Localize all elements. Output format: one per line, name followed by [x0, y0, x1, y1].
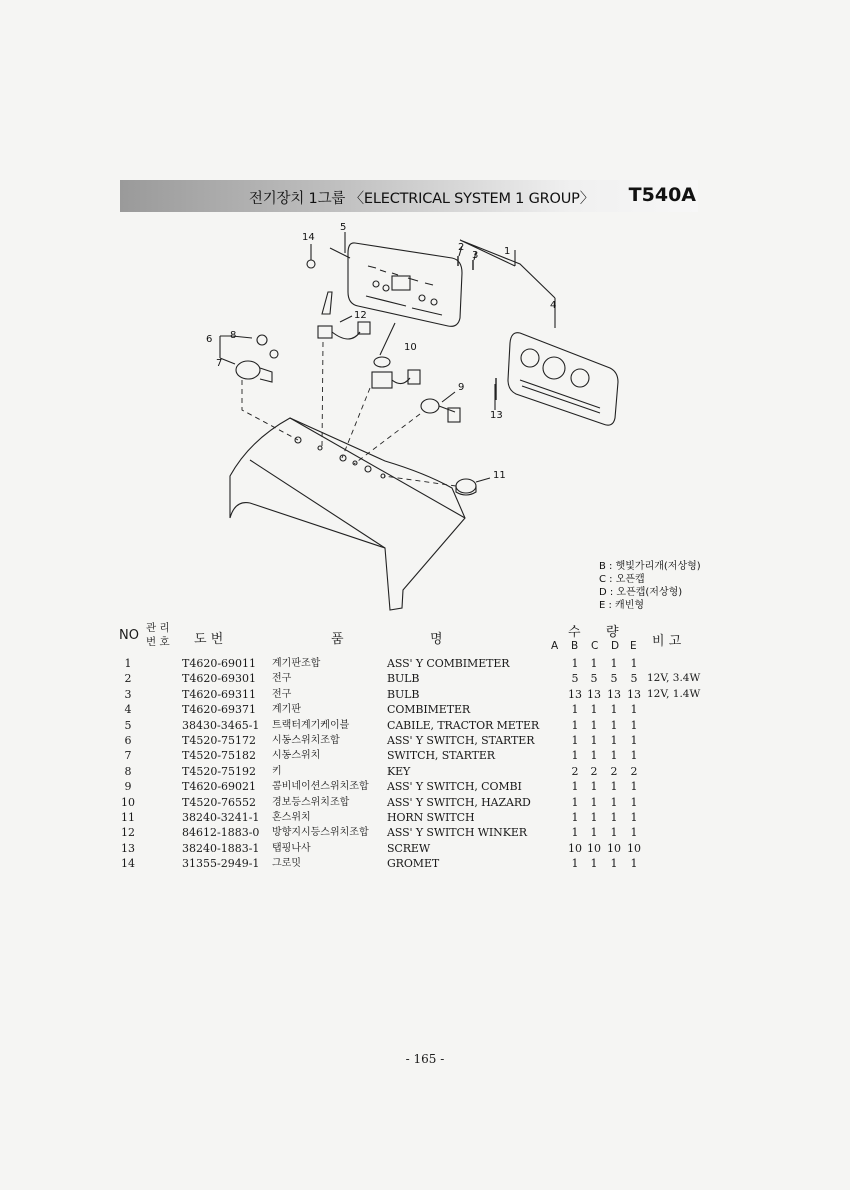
part-no-index: 13 — [121, 841, 135, 855]
part-name-korean: 방향지시등스위치조합 — [272, 827, 369, 839]
table-row — [0, 733, 850, 748]
part-no-index: 14 — [121, 857, 135, 871]
part-no-index: 2 — [124, 672, 132, 686]
grommet — [307, 260, 315, 268]
header-no: NO — [119, 628, 139, 643]
part-name-english: ASS' Y SWITCH, HAZARD — [387, 795, 531, 809]
part-name-korean: 계기판조합 — [272, 658, 321, 669]
part-number: 38430-3465-1 — [182, 718, 260, 732]
qty-c: 1 — [590, 810, 598, 824]
qty-e: 1 — [630, 749, 638, 763]
part-number: 38240-3241-1 — [182, 810, 260, 824]
qty-e: 1 — [630, 810, 638, 824]
part-name-english: KEY — [387, 764, 411, 778]
qty-d: 1 — [610, 749, 618, 763]
header-part-no: 도 번 — [194, 632, 224, 647]
part-number: T4520-75172 — [182, 733, 257, 747]
section-title: 전기장치 1그룹 〈ELECTRICAL SYSTEM 1 GROUP〉 — [248, 191, 594, 207]
part-number: T4620-69301 — [182, 672, 257, 686]
part-name-english: HORN SWITCH — [387, 810, 475, 824]
header-name-b: 명 — [430, 632, 443, 647]
qty-e: 1 — [630, 826, 638, 840]
qty-b: 1 — [571, 718, 579, 732]
combi-switch — [421, 399, 460, 422]
part-number: 38240-1883-1 — [182, 841, 260, 855]
qty-b: 1 — [571, 826, 579, 840]
qty-c: 1 — [590, 795, 598, 809]
qty-d: 5 — [610, 672, 618, 686]
part-name-english: GROMET — [387, 857, 440, 871]
assembly-lines — [242, 342, 456, 486]
part-name-english: CABILE, TRACTOR METER — [387, 718, 540, 732]
callout-6: 6 — [206, 334, 213, 345]
qty-c: 10 — [587, 841, 601, 855]
part-number: T4520-75182 — [182, 749, 257, 763]
qty-d: 1 — [610, 826, 618, 840]
qty-e: 1 — [630, 718, 638, 732]
dashboard-cover — [230, 418, 465, 610]
part-number: 84612-1883-0 — [182, 826, 260, 840]
part-no-index: 6 — [124, 733, 132, 747]
qty-c: 1 — [590, 657, 598, 670]
qty-c: 1 — [590, 857, 598, 871]
header-mgmt-bottom: 번 호 — [146, 636, 170, 648]
qty-e: 1 — [630, 795, 638, 809]
table-row — [0, 718, 850, 733]
header-qty-col-a: A — [551, 640, 559, 652]
qty-e: 1 — [630, 703, 638, 717]
callout-7: 7 — [216, 358, 223, 369]
qty-d: 1 — [610, 733, 618, 747]
part-name-korean: 트랙터계기케이블 — [272, 719, 350, 731]
part-name-korean: 혼스위치 — [272, 811, 311, 823]
qty-e: 1 — [630, 733, 638, 747]
callout-4: 4 — [550, 300, 557, 311]
qty-d: 1 — [610, 718, 618, 732]
qty-b: 1 — [571, 657, 579, 670]
part-number: T4620-69311 — [182, 687, 257, 701]
table-row — [0, 825, 850, 840]
qty-e: 1 — [630, 657, 638, 670]
table-row — [0, 779, 850, 794]
callout-9: 9 — [458, 382, 465, 393]
variant-legend — [599, 560, 701, 612]
section-title-bar — [120, 180, 698, 212]
part-name-english: BULB — [387, 672, 420, 686]
callout-14: 14 — [302, 232, 315, 243]
table-row — [0, 795, 850, 810]
qty-c: 1 — [590, 703, 598, 717]
qty-d: 1 — [610, 810, 618, 824]
part-name-korean: 시동스위치조합 — [272, 734, 340, 746]
qty-c: 1 — [590, 826, 598, 840]
meter-cable — [330, 248, 350, 258]
meter-panel-front — [508, 333, 618, 425]
part-number: T4620-69371 — [182, 703, 257, 717]
part-no-index: 3 — [124, 687, 132, 701]
qty-b: 1 — [571, 703, 579, 717]
qty-b: 10 — [568, 841, 582, 855]
qty-d: 2 — [610, 764, 618, 778]
part-no-index: 1 — [124, 657, 132, 670]
table-row — [0, 656, 850, 671]
qty-d: 1 — [610, 657, 618, 670]
part-no-index: 8 — [124, 764, 132, 778]
part-no-index: 7 — [124, 749, 132, 763]
qty-d: 1 — [610, 795, 618, 809]
callout-11: 11 — [493, 470, 506, 481]
qty-c: 2 — [590, 764, 598, 778]
remarks: 12V, 3.4W — [647, 672, 701, 685]
header-name-a: 품 — [331, 632, 344, 647]
part-no-index: 12 — [121, 826, 135, 840]
header-qty-col-e: E — [630, 640, 637, 652]
table-row — [0, 671, 850, 686]
table-row — [0, 748, 850, 763]
qty-c: 1 — [590, 749, 598, 763]
qty-e: 5 — [630, 672, 638, 686]
callout-12: 12 — [354, 310, 367, 321]
part-name-korean: 그로밋 — [272, 858, 301, 870]
part-name-english: SWITCH, STARTER — [387, 749, 495, 763]
qty-c: 1 — [590, 733, 598, 747]
table-row — [0, 764, 850, 779]
part-name-english: ASS' Y COMBIMETER — [387, 657, 510, 670]
qty-d: 13 — [607, 687, 621, 701]
qty-e: 10 — [627, 841, 641, 855]
header-remarks: 비 고 — [652, 634, 682, 649]
header-qty-col-b: B — [571, 640, 579, 652]
part-number: T4620-69021 — [182, 780, 257, 794]
callout-8: 8 — [230, 330, 237, 341]
horn-switch — [456, 479, 476, 495]
header-qty-col-d: D — [611, 640, 620, 652]
part-name-korean: 경보등스위치조합 — [272, 796, 350, 808]
qty-d: 1 — [610, 703, 618, 717]
qty-e: 2 — [630, 764, 638, 778]
part-no-index: 4 — [124, 703, 132, 717]
qty-c: 5 — [590, 672, 598, 686]
table-row — [0, 810, 850, 825]
part-no-index: 5 — [124, 718, 132, 732]
qty-b: 1 — [571, 749, 579, 763]
exploded-parts-diagram — [190, 218, 630, 616]
qty-e: 1 — [630, 857, 638, 871]
header-qty-col-c: C — [591, 640, 599, 652]
qty-b: 5 — [571, 672, 579, 686]
qty-d: 1 — [610, 780, 618, 794]
legend-item: B : 햇빛가리개(저상형) — [599, 561, 701, 572]
qty-d: 1 — [610, 857, 618, 871]
part-number: T4520-76552 — [182, 795, 257, 809]
table-row — [0, 702, 850, 717]
part-name-korean: 전구 — [272, 673, 292, 685]
qty-c: 13 — [587, 687, 601, 701]
part-no-index: 9 — [124, 780, 132, 794]
part-name-korean: 계기판 — [272, 704, 301, 716]
part-no-index: 11 — [121, 810, 135, 824]
part-name-english: SCREW — [387, 841, 431, 855]
remarks: 12V, 1.4W — [647, 687, 701, 700]
callout-1: 1 — [504, 246, 511, 257]
parts-table-body — [0, 656, 850, 871]
page-number: - 165 - — [405, 1052, 445, 1066]
legend-item: E : 캐빈형 — [599, 600, 645, 611]
qty-b: 1 — [571, 810, 579, 824]
callout-3: 3 — [472, 250, 479, 261]
callout-13: 13 — [490, 410, 503, 421]
qty-c: 1 — [590, 718, 598, 732]
part-name-korean: 전구 — [272, 688, 292, 700]
qty-b: 1 — [571, 733, 579, 747]
part-name-english: ASS' Y SWITCH WINKER — [387, 826, 527, 840]
part-name-english: COMBIMETER — [387, 703, 471, 717]
part-name-english: ASS' Y SWITCH, COMBI — [387, 780, 522, 794]
part-name-korean: 콤비네이션스위치조합 — [272, 781, 369, 793]
starter-switch — [236, 335, 278, 382]
part-name-korean: 키 — [272, 765, 282, 777]
model-number: T540A — [628, 184, 696, 206]
callout-10: 10 — [404, 342, 417, 353]
part-name-english: ASS' Y SWITCH, STARTER — [387, 733, 535, 747]
qty-e: 1 — [630, 780, 638, 794]
header-mgmt-top: 관 리 — [146, 622, 170, 634]
header-qty-b: 량 — [606, 625, 619, 640]
qty-b: 1 — [571, 857, 579, 871]
part-name-korean: 시동스위치 — [272, 750, 321, 762]
qty-b: 2 — [571, 764, 579, 778]
part-no-index: 10 — [121, 795, 135, 809]
table-row — [0, 841, 850, 856]
qty-b: 1 — [571, 795, 579, 809]
callout-5: 5 — [340, 222, 347, 233]
qty-c: 1 — [590, 780, 598, 794]
legend-item: D : 오픈캡(저상형) — [599, 587, 683, 598]
part-number: 31355-2949-1 — [182, 857, 260, 871]
qty-d: 10 — [607, 841, 621, 855]
part-number: T4520-75192 — [182, 764, 257, 778]
callout-2: 2 — [458, 242, 465, 253]
qty-b: 1 — [571, 780, 579, 794]
hazard-switch — [372, 357, 420, 388]
table-row — [0, 687, 850, 702]
qty-b: 13 — [568, 687, 582, 701]
part-name-korean: 탭핑나사 — [272, 842, 311, 854]
header-qty-a: 수 — [568, 625, 581, 640]
table-row — [0, 856, 850, 871]
part-name-english: BULB — [387, 687, 420, 701]
part-number: T4620-69011 — [182, 657, 257, 670]
legend-item: C : 오픈캡 — [599, 574, 645, 585]
qty-e: 13 — [627, 687, 641, 701]
